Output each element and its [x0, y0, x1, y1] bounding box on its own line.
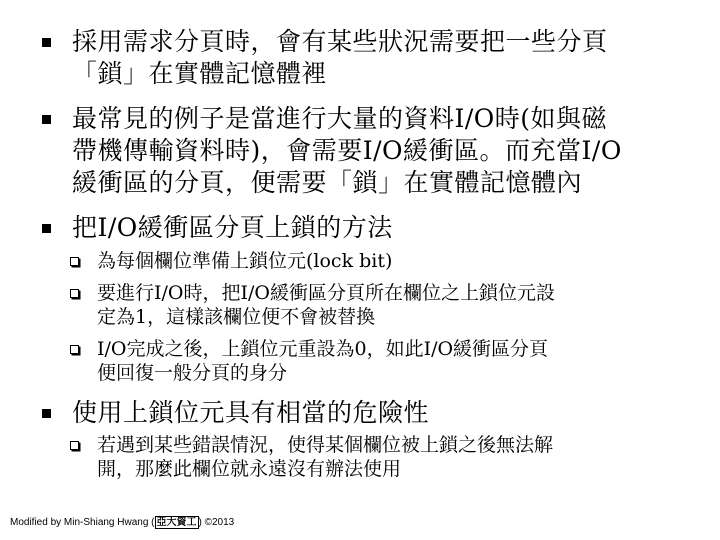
bullet-text-line: 緩衝區的分頁，便需要「鎖」在實體記憶體內 — [72, 168, 583, 197]
sub-bullet-marker-box — [70, 345, 79, 354]
sub-bullet-text-line: I/O完成之後，上鎖位元重設為0，如此I/O緩衝區分頁 — [97, 338, 549, 360]
sub-bullet-marker-box — [70, 441, 79, 450]
bullet-marker-square — [42, 38, 51, 47]
bullet-item — [72, 212, 393, 244]
bullet-item — [72, 26, 608, 90]
footer-affiliation: 亞大資工 — [156, 517, 197, 528]
sub-bullet-marker-box — [70, 257, 79, 266]
sub-bullet-text-line: 為每個欄位準備上鎖位元(lock bit) — [97, 250, 393, 272]
sub-bullet-text-line: 要進行I/O時，把I/O緩衝區分頁所在欄位之上鎖位元設 — [97, 282, 555, 304]
sub-bullet-item — [97, 433, 553, 481]
footer-suffix: ) ©2013 — [198, 517, 235, 528]
bullet-item — [72, 103, 622, 199]
bullet-text-line: 把I/O緩衝區分頁上鎖的方法 — [72, 213, 393, 242]
bullet-item — [72, 397, 429, 429]
bullet-text-line: 帶機傳輸資料時)，會需要I/O緩衝區。而充當I/O — [72, 136, 622, 165]
sub-bullet-item — [97, 249, 392, 273]
bullet-marker-square — [42, 224, 51, 233]
sub-bullet-item — [97, 281, 555, 329]
bullet-text-line: 使用上鎖位元具有相當的危險性 — [72, 398, 430, 427]
bullet-text-line: 採用需求分頁時，會有某些狀況需要把一些分頁 — [72, 27, 608, 56]
sub-bullet-text-line: 定為1，這樣該欄位便不會被替換 — [97, 306, 376, 328]
sub-bullet-text-line: 開，那麼此欄位就永遠沒有辦法使用 — [97, 458, 402, 480]
sub-bullet-marker-box — [70, 289, 79, 298]
bullet-text-line: 最常見的例子是當進行大量的資料I/O時(如與磁 — [72, 104, 608, 133]
sub-bullet-text-line: 若遇到某些錯誤情況，使得某個欄位被上鎖之後無法解 — [97, 434, 554, 456]
footer-prefix: Modified by Min-Shiang Hwang ( — [10, 517, 155, 528]
bullet-marker-square — [42, 409, 51, 418]
sub-bullet-item — [97, 337, 548, 385]
bullet-marker-square — [42, 115, 51, 124]
footer-credit — [10, 513, 234, 528]
sub-bullet-text-line: 便回復一般分頁的身分 — [97, 362, 288, 384]
bullet-text-line: 「鎖」在實體記憶體裡 — [72, 59, 328, 88]
